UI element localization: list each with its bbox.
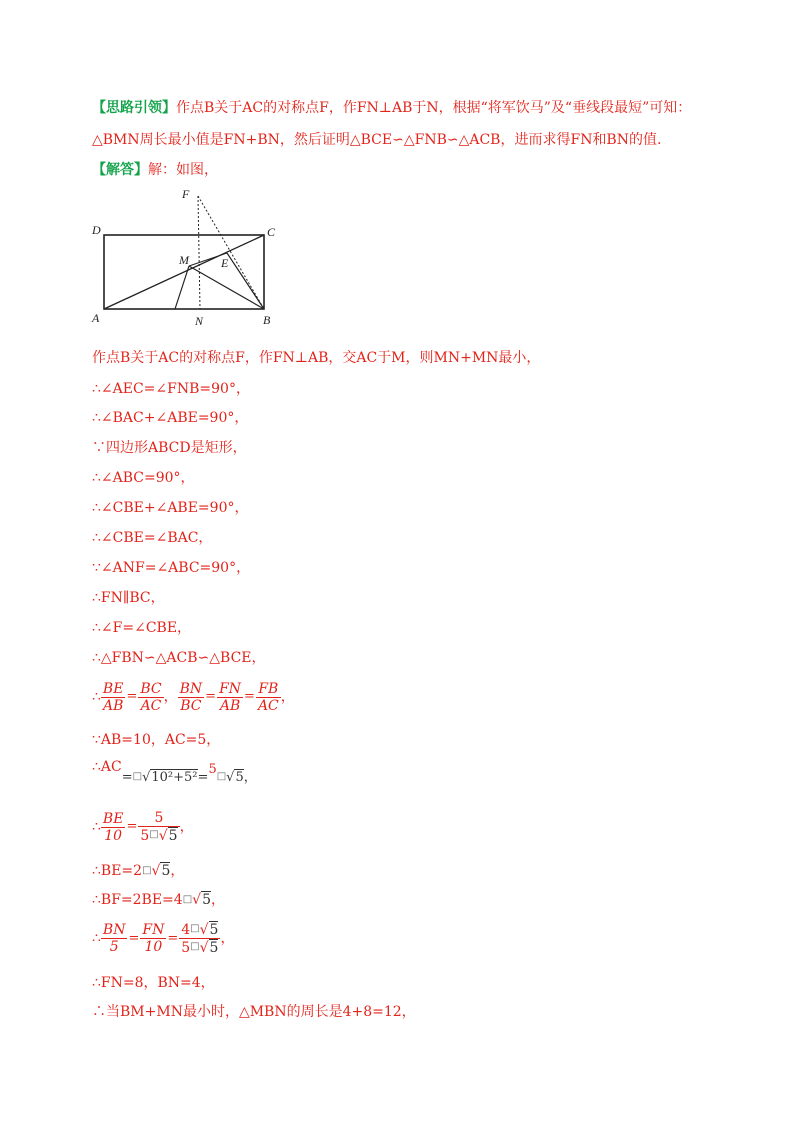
step-6: ∴∠CBE+∠ABE=90°，	[92, 500, 249, 516]
step-8: ∵∠ANF=∠ABC=90°，	[92, 560, 251, 576]
frac-bn-bc: $\frac{BN}{BC}$	[179, 680, 203, 714]
step-11: ∴△FBN∽△ACB∽△BCE，	[92, 650, 266, 666]
frac-fn-ab: $\frac{FN}{AB}$	[219, 680, 242, 714]
hint-text-1: 作点B关于AC的对称点F，作FN⊥AB于N，根据“将军饮马”及“垂线段最短”可知：	[176, 100, 692, 116]
frac-be-ab: $\frac{BE}{AB}$	[102, 680, 124, 714]
frac-fb-ac: $\frac{FB}{AC}$	[257, 680, 279, 714]
label-e: E	[221, 256, 229, 270]
answer-intro: 解：如图，	[148, 162, 218, 178]
label-c: C	[267, 225, 276, 239]
segment-fn	[198, 196, 200, 309]
bn-fraction-line: ∴ $\frac{BN}{5}$ = $\frac{FN}{10}$ = $\frac{4^□√5}{5^□√5}$ ，	[92, 922, 235, 956]
geometry-figure	[88, 182, 288, 332]
given-line: ∵AB=10，AC=5，	[92, 732, 221, 748]
step-1: 作点B关于AC的对称点F，作FN⊥AB，交AC于M，则MN+MN最小，	[92, 350, 541, 366]
label-m: M	[179, 253, 189, 267]
label-d: D	[92, 223, 101, 237]
be-fraction-line: ∴ $\frac{BE}{10}$ = $\frac{5}{5^□√5}$ ，	[92, 810, 194, 844]
step-7: ∴∠CBE=∠BAC，	[92, 530, 213, 546]
step-10: ∴∠F=∠CBE，	[92, 620, 192, 636]
segment-bm	[189, 266, 264, 309]
step-5: ∴∠ABC=90°，	[92, 470, 195, 486]
ratio-line: ∴ $\frac{BE}{AB}$ = $\frac{BC}{AC}$ ， $\frac{BN}{BC}$ = $\frac{FN}{AB}$ = $\frac{FB}{AC}$ ，	[92, 680, 295, 714]
fn-bn-line: ∴FN=8，BN=4，	[92, 975, 215, 991]
hint-line-2	[92, 131, 661, 149]
hint-line-1	[92, 99, 691, 117]
frac-bc-ac: $\frac{BC}{AC}$	[140, 680, 162, 714]
step-4: ∵四边形ABCD是矩形，	[92, 440, 247, 456]
label-n: N	[195, 314, 204, 328]
final-line: ∴当BM+MN最小时，△MBN的周长是4+8=12，	[92, 1004, 416, 1020]
label-f: F	[182, 187, 190, 201]
segment-fb	[198, 196, 264, 309]
be-value-line: ∴BE=2□√5，	[92, 863, 185, 879]
label-a: A	[92, 311, 100, 325]
ac-line: ∴AC=□√10²+5²=5□√5，	[92, 759, 257, 785]
answer-tag: 【解答】	[92, 162, 148, 178]
step-2: ∴∠AEC=∠FNB=90°，	[92, 381, 250, 397]
answer-line	[92, 161, 218, 179]
hint-tag: 【思路引领】	[92, 100, 176, 116]
bf-value-line: ∴BF=2BE=4□√5，	[92, 892, 225, 908]
segment-be	[227, 253, 264, 309]
step-9: ∴FN∥BC，	[92, 590, 165, 606]
ac-radicand: 10²+5²	[151, 770, 198, 785]
label-b: B	[263, 313, 271, 327]
step-3: ∴∠BAC+∠ABE=90°，	[92, 410, 249, 426]
hint-text-2: △BMN周长最小值是FN+BN，然后证明△BCE∽△FNB∽△ACB，进而求得FN和BN的值.	[92, 132, 662, 148]
